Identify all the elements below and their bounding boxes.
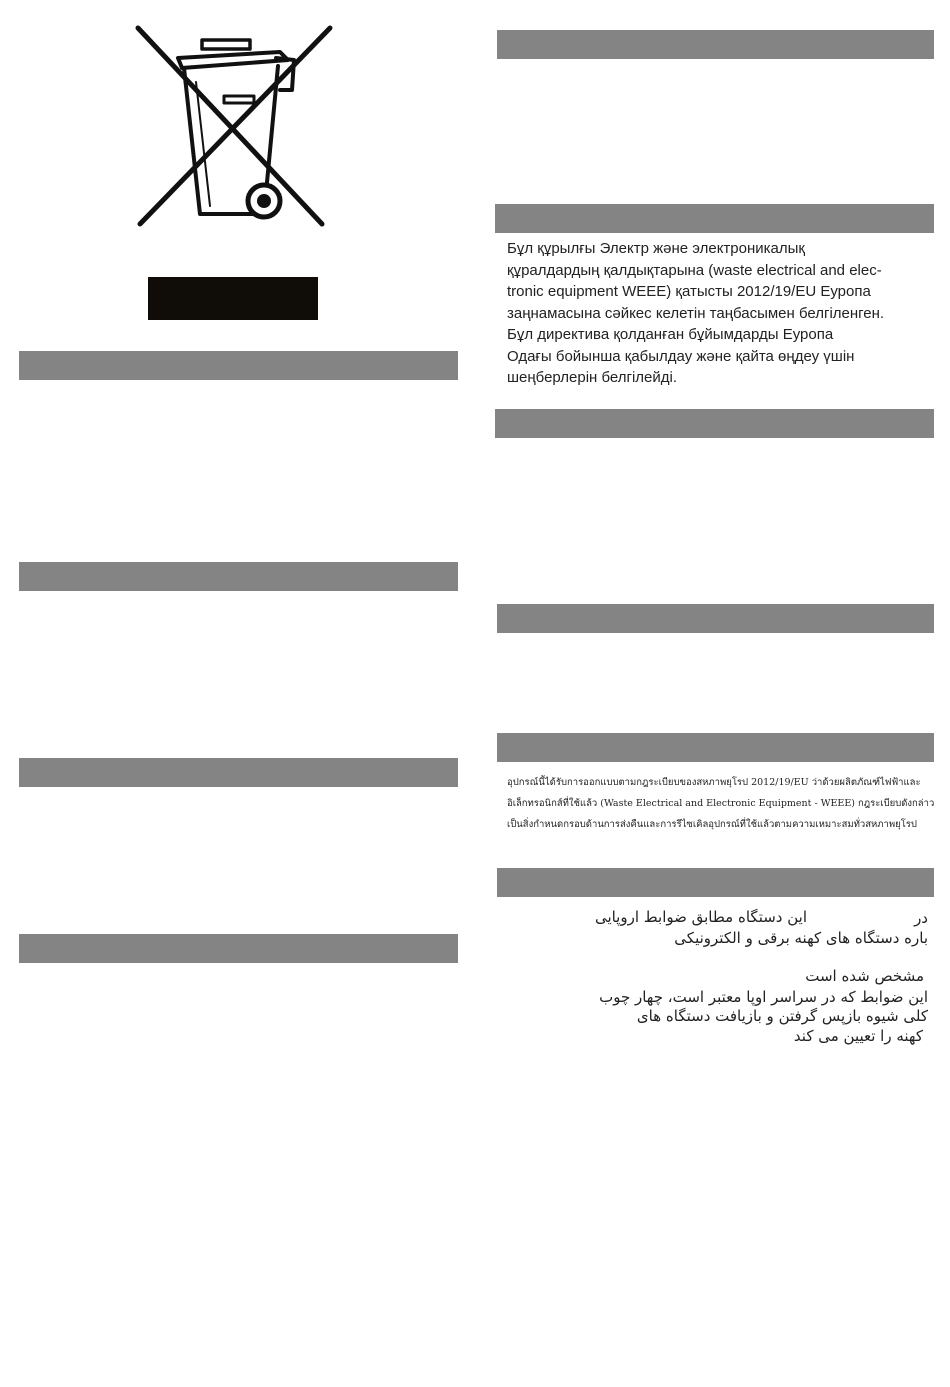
section-bar: [19, 351, 458, 380]
kazakh-line: шеңберлерін белгілейді.: [507, 369, 678, 386]
section-bar: [495, 204, 934, 233]
kazakh-line: tronic equipment WEEE) қатысты 2012/19/EU Еуропа: [507, 283, 871, 300]
kazakh-line: Бұл директива қолданған бұйымдарды Еуропа: [507, 326, 834, 343]
section-bar: [497, 604, 934, 633]
kazakh-line: құралдардың қалдықтарына (waste electrical and elec-: [507, 261, 882, 279]
section-bar: [19, 562, 458, 591]
thai-paragraph: [507, 772, 935, 835]
persian-line: کلی شیوه بازپس گرفتن و بازیافت دستگاه های: [636, 1007, 928, 1025]
persian-line: این دستگاه مطابق ضوابط اروپایی: [594, 908, 807, 926]
section-bar: [19, 934, 458, 963]
kazakh-line: Одағы бойынша қабылдау және қайта өңдеу үшін: [507, 347, 855, 365]
persian-line: باره دستگاه های کهنه برقی و الکترونیکی: [674, 929, 928, 947]
kazakh-line: заңнамасына сәйкес келетін таңбасымен белгіленген.: [507, 304, 885, 322]
persian-line: کهنه را تعیین می کند: [793, 1027, 923, 1045]
crossed-out-wheelie-bin-icon: [130, 18, 336, 234]
kazakh-line: Бұл құрылғы Электр және электроникалық: [507, 240, 805, 257]
section-bar: [497, 30, 934, 59]
thai-line: อิเล็กทรอนิกส์ที่ใช้แล้ว (Waste Electrical and Electronic Equipment - WEEE) กฎระเบียบดังกล่าว: [507, 798, 935, 809]
section-bar: [495, 409, 934, 438]
persian-line: در: [914, 909, 928, 927]
kazakh-paragraph: [507, 238, 927, 389]
section-bar: [497, 868, 934, 897]
label-box: [148, 277, 318, 320]
section-bar: [19, 758, 458, 787]
thai-line: อุปกรณ์นี้ได้รับการออกแบบตามกฎระเบียบของสหภาพยุโรป 2012/19/EU ว่าด้วยผลิตภัณฑ์ไฟฟ้าและ: [507, 777, 921, 788]
section-bar: [497, 733, 934, 762]
persian-line: مشخص شده است: [805, 967, 924, 985]
thai-line: เป็นสิ่งกำหนดกรอบด้านการส่งคืนและการรีไซเคิลอุปกรณ์ที่ใช้แล้วตามความเหมาะสมทั่วสหภาพยุโรป: [507, 819, 917, 830]
persian-line: این ضوابط که در سراسر اوپا معتبر است، چهار چوب: [599, 988, 928, 1006]
